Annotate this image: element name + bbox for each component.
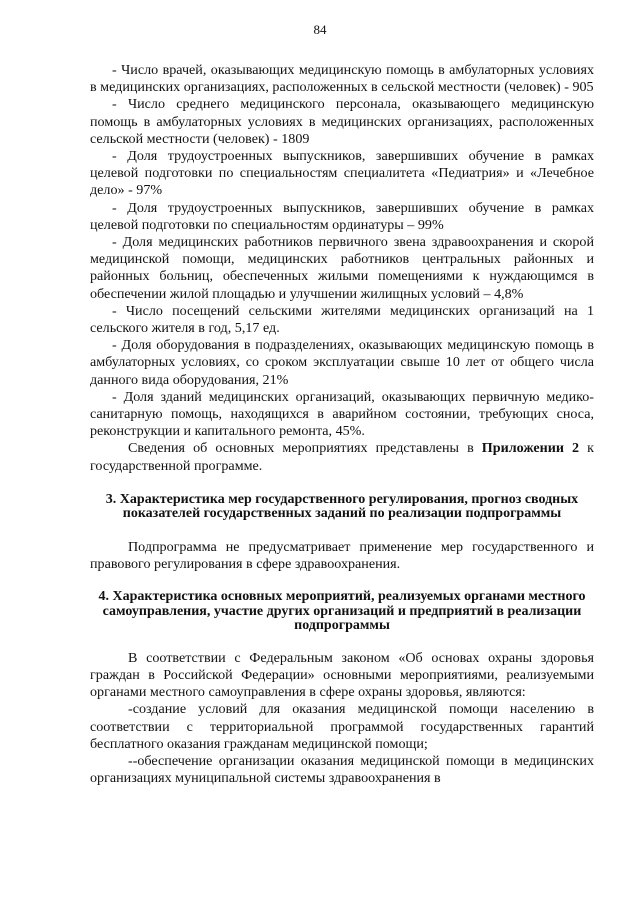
spacer	[90, 573, 594, 590]
page-number: 84	[313, 22, 327, 37]
spacer	[90, 634, 594, 650]
list-item: - Доля зданий медицинских организаций, оказывающих первичную медико-санитарную помощь, находящихся в аварийном состоянии, требующих сноса, реконструкции и капитального ремонта, 45%.	[90, 388, 594, 440]
section-4-text: В соответствии с Федеральным законом «Об основах охраны здоровья граждан в Российской Федерации» основными мероприятиями, реализуемыми органами местного самоуправления в сфере охраны здоровья, являются:	[90, 649, 594, 701]
spacer	[90, 522, 594, 539]
list-item: -создание условий для оказания медицинской помощи населению в соответствии с территориальной программой государственных гарантий бесплатного оказания гражданам медицинской помощи;	[90, 701, 594, 752]
list-item: - Доля оборудования в подразделениях, оказывающих медицинскую помощь в амбулаторных условиях, со сроком эксплуатации свыше 10 лет от общего числа данного вида оборудования, 21%	[90, 337, 594, 388]
appendix-reference: Приложении 2	[481, 440, 580, 457]
appendix-note-text: Сведения об основных мероприятиях представлены в	[128, 440, 482, 457]
section-3-heading: 3. Характеристика мер государственного регулирования, прогноз сводных показателей государственных заданий по реализации подпрограммы	[105, 491, 579, 522]
list-item: - Число среднего медицинского персонала, оказывающего медицинскую помощь в амбулаторных условиях в медицинских организациях, расположенных сельской местности (человек) - 1809	[90, 96, 594, 147]
spacer	[90, 475, 594, 493]
section-4-heading: 4. Характеристика основных мероприятий, реализуемых органами местного самоуправления, участие других организаций и предприятий в реализации подпрограммы	[98, 589, 586, 634]
list-item: - Доля трудоустроенных выпускников, завершивших обучение в рамках целевой подготовки по специальностям ординатуры – 99%	[90, 199, 594, 233]
list-item: - Доля трудоустроенных выпускников, завершивших обучение в рамках целевой подготовки по специальностям специалитета «Педиатрия» и «Лечебное дело» - 97%	[90, 148, 594, 199]
list-item: --обеспечение организации оказания медицинской помощи в медицинских организациях муниципальной системы здравоохранения в	[90, 753, 594, 787]
list-item: - Число врачей, оказывающих медицинскую помощь в амбулаторных условиях в медицинских организациях, расположенных в сельской местности (человек) - 905	[90, 62, 594, 96]
appendix-note	[90, 440, 594, 474]
section-3-text: Подпрограмма не предусматривает применение мер государственного и правового регулирования в сфере здравоохранения.	[90, 538, 594, 573]
appendix-note-tail: к государственной программе.	[90, 440, 595, 474]
list-item: - Доля медицинских работников первичного звена здравоохранения и скорой медицинской помощи, медицинских работников центральных районных и районных больниц, обеспеченных жилыми помещениями к нуждающимся в обеспечении жилой площадью и улучшении жилищных условий – 4,8%	[90, 234, 594, 302]
page-content	[90, 62, 594, 787]
list-item: - Число посещений сельскими жителями медицинских организаций на 1 сельского жителя в год, 5,17 ед.	[90, 302, 594, 337]
